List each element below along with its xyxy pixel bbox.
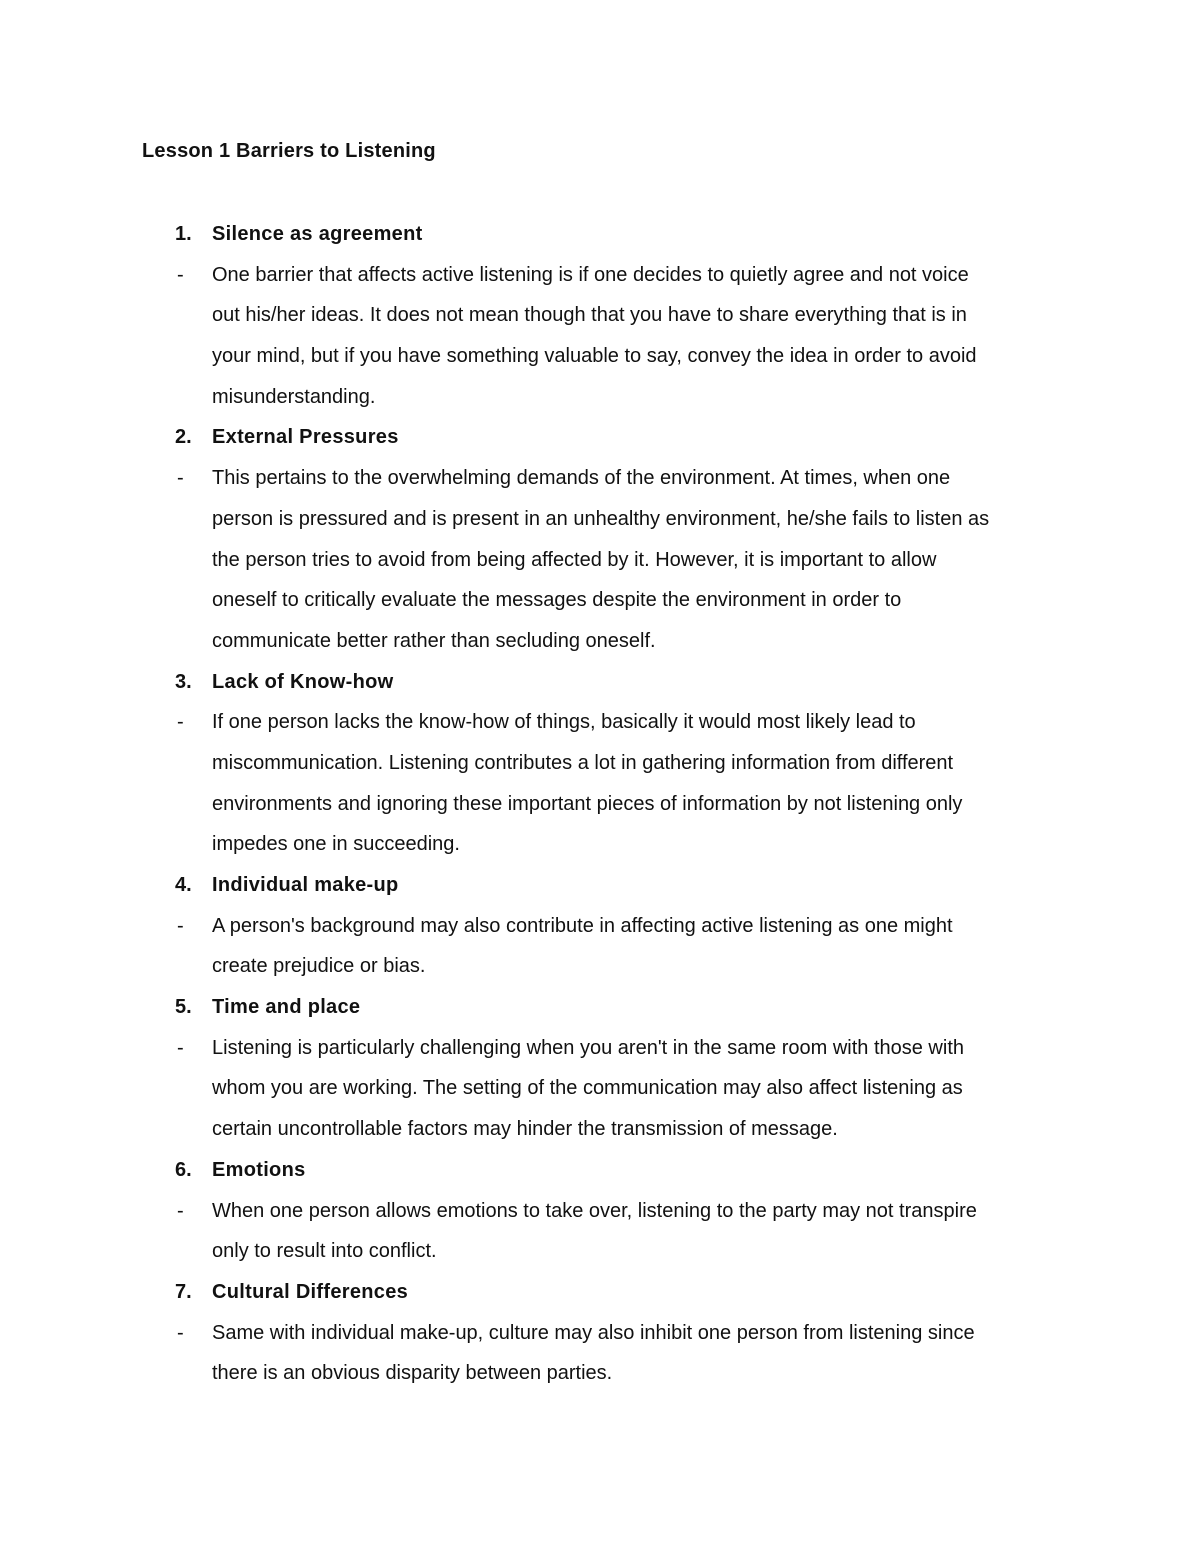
list-item: [0, 668, 1200, 871]
body-text: This pertains to the overwhelming demands of the environment. At times, when one: [212, 467, 951, 490]
body-text: create prejudice or bias.: [212, 955, 426, 978]
item-body-line: [0, 627, 1200, 668]
dash-bullet: -: [177, 1199, 184, 1222]
body-text: misunderstanding.: [212, 385, 376, 408]
dash-bullet: -: [177, 467, 184, 490]
item-body-line: [0, 749, 1200, 790]
body-text: the person tries to avoid from being affected by it. However, it is important to allow: [212, 548, 937, 571]
item-heading: Lack of Know-how: [212, 670, 394, 693]
body-text: there is an obvious disparity between parties.: [212, 1362, 613, 1385]
item-heading-line: [0, 1156, 1200, 1197]
item-body-line: [0, 586, 1200, 627]
body-text: out his/her ideas. It does not mean though that you have to share everything that is in: [212, 304, 967, 327]
dash-bullet: -: [177, 914, 184, 937]
item-body-line: [0, 301, 1200, 342]
body-text: your mind, but if you have something valuable to say, convey the idea in order to avoid: [212, 345, 977, 368]
page-title: Lesson 1 Barriers to Listening: [142, 140, 436, 162]
item-body-line: [0, 952, 1200, 993]
item-heading: Cultural Differences: [212, 1280, 409, 1303]
item-body-line: [0, 1359, 1200, 1400]
item-body-line: [0, 1074, 1200, 1115]
item-heading-line: [0, 993, 1200, 1034]
item-body-line: [0, 342, 1200, 383]
body-text: A person's background may also contribute in affecting active listening as one might: [212, 914, 953, 937]
item-heading: Silence as agreement: [212, 223, 423, 245]
item-body-line: [0, 708, 1200, 749]
item-body-line: [0, 464, 1200, 505]
body-text: only to result into conflict.: [212, 1240, 437, 1263]
body-text: certain uncontrollable factors may hinder the transmission of message.: [212, 1118, 838, 1141]
list-item: [0, 423, 1200, 667]
item-heading-line: [0, 871, 1200, 912]
item-body-line: [0, 1115, 1200, 1156]
dash-bullet: -: [177, 1036, 184, 1059]
item-number: 5.: [175, 996, 192, 1019]
item-heading: External Pressures: [212, 426, 399, 449]
dash-bullet: -: [177, 263, 184, 286]
item-body-line: [0, 1034, 1200, 1075]
list-item: [0, 1278, 1200, 1400]
item-body-line: [0, 1319, 1200, 1360]
item-number: 1.: [175, 223, 192, 245]
item-heading: Emotions: [212, 1158, 306, 1181]
item-heading-line: [0, 668, 1200, 709]
item-heading-line: [0, 423, 1200, 464]
item-body-line: [0, 830, 1200, 871]
body-text: miscommunication. Listening contributes a lot in gathering information from different: [212, 751, 954, 774]
item-body-line: [0, 912, 1200, 953]
item-body-line: [0, 1237, 1200, 1278]
item-body-line: [0, 383, 1200, 424]
item-number: 7.: [175, 1280, 192, 1303]
item-heading-line: [0, 220, 1200, 261]
dash-bullet: -: [177, 1321, 184, 1344]
item-body-line: [0, 546, 1200, 587]
body-text: If one person lacks the know-how of things, basically it would most likely lead to: [212, 711, 916, 734]
item-body-line: [0, 505, 1200, 546]
body-text: oneself to critically evaluate the messages despite the environment in order to: [212, 589, 902, 612]
list-item: [0, 871, 1200, 993]
item-number: 4.: [175, 874, 192, 896]
body-text: whom you are working. The setting of the communication may also affect listening as: [212, 1077, 963, 1100]
body-text: communicate better rather than secluding oneself.: [212, 629, 656, 652]
barrier-list: [0, 220, 1200, 1400]
body-text: One barrier that affects active listening is if one decides to quietly agree and not voice: [212, 263, 969, 286]
item-number: 6.: [175, 1158, 192, 1181]
item-body-line: [0, 790, 1200, 831]
item-heading-line: [0, 1278, 1200, 1319]
body-text: environments and ignoring these important pieces of information by not listening only: [212, 792, 963, 815]
list-item: [0, 993, 1200, 1156]
list-item: [0, 1156, 1200, 1278]
dash-bullet: -: [177, 711, 184, 734]
item-number: 2.: [175, 426, 192, 449]
item-body-line: [0, 261, 1200, 302]
item-heading: Time and place: [212, 996, 361, 1019]
body-text: Listening is particularly challenging when you aren't in the same room with those with: [212, 1036, 964, 1059]
list-item: [0, 220, 1200, 423]
body-text: person is pressured and is present in an unhealthy environment, he/she fails to listen as: [212, 507, 990, 530]
body-text: Same with individual make-up, culture may also inhibit one person from listening since: [212, 1321, 975, 1344]
item-body-line: [0, 1197, 1200, 1238]
body-text: impedes one in succeeding.: [212, 833, 460, 856]
item-number: 3.: [175, 670, 192, 693]
body-text: When one person allows emotions to take over, listening to the party may not transpire: [212, 1199, 977, 1222]
item-heading: Individual make-up: [212, 874, 399, 896]
